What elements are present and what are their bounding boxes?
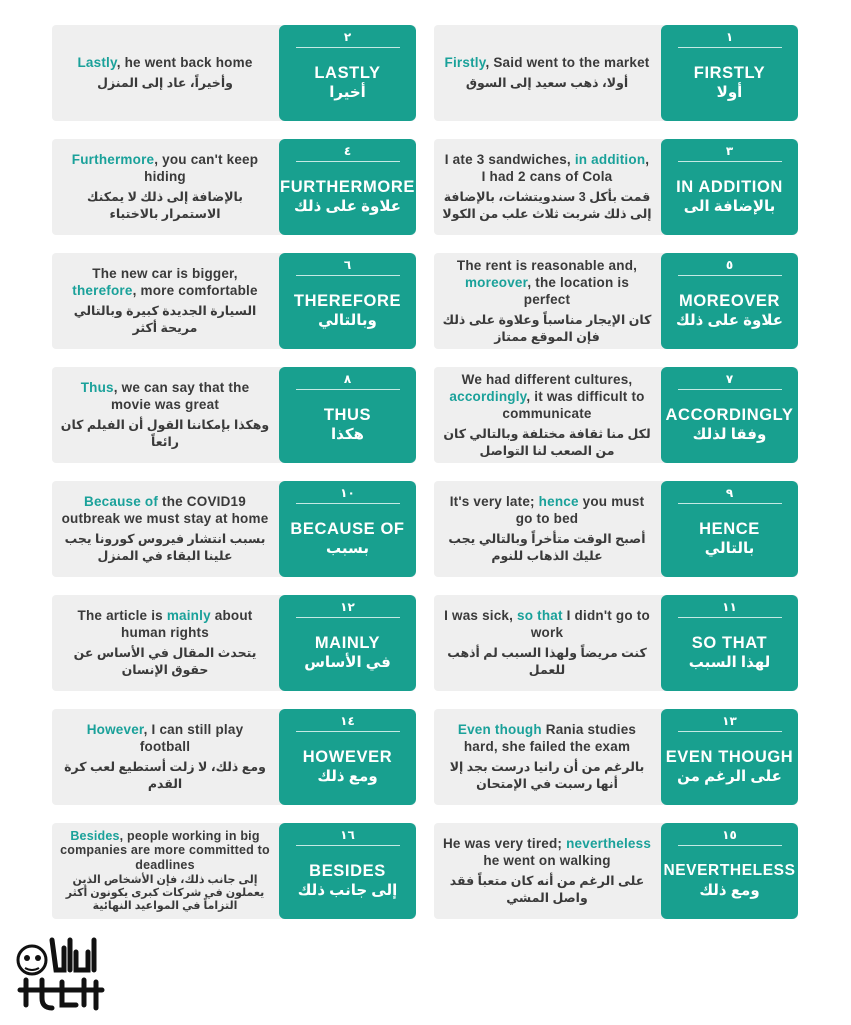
- term-english: THEREFORE: [293, 292, 402, 310]
- term-english: LASTLY: [314, 64, 381, 82]
- example-text: The article is: [77, 608, 167, 623]
- example-arabic: وهكذا بإمكاننا القول أن الفيلم كان رائعاً: [60, 418, 270, 449]
- term-tile: [279, 823, 416, 919]
- term-number: ١: [725, 30, 734, 44]
- highlighted-term: so that: [517, 608, 563, 623]
- term-number: ٣: [725, 144, 734, 158]
- term-english: HOWEVER: [302, 748, 393, 766]
- term-english: HENCE: [699, 520, 760, 538]
- example-text: , Said went to the market: [485, 55, 650, 70]
- example-arabic: أولا، ذهب سعيد إلى السوق: [465, 76, 629, 90]
- example-block: [54, 823, 276, 919]
- term-arabic: في الأساس: [304, 654, 391, 671]
- term-tile: [279, 481, 416, 577]
- example-arabic: بالإضافة إلى ذلك لا يمكنك الاستمرار بالاختباء: [87, 190, 243, 221]
- term-english: BECAUSE OF: [290, 520, 405, 538]
- highlighted-term: Firstly: [444, 55, 486, 70]
- highlighted-term: therefore: [72, 283, 133, 298]
- term-number: ١٤: [340, 714, 355, 728]
- term-number: ٢: [343, 30, 352, 44]
- term-english: MAINLY: [314, 634, 381, 652]
- term-number: ٥: [725, 258, 734, 272]
- highlighted-term: Even though: [457, 722, 542, 737]
- term-arabic: بالتالي: [704, 540, 755, 557]
- term-number: ١٥: [722, 828, 737, 842]
- example-arabic: قمت بأكل 3 سندويتشات، بالإضافة إلى ذلك شربت ثلاث علب من الكولا: [442, 190, 652, 221]
- divider: [296, 503, 400, 504]
- example-english: [442, 607, 652, 641]
- example-block: [436, 481, 658, 577]
- term-number: ١٦: [340, 828, 355, 842]
- example-block: [54, 25, 276, 121]
- example-english: [60, 493, 270, 527]
- example-block: [54, 139, 276, 235]
- term-number: ١٠: [340, 486, 355, 500]
- example-block: [54, 481, 276, 577]
- term-arabic: على الرغم من: [677, 768, 782, 785]
- term-tile: [661, 595, 798, 691]
- highlighted-term: accordingly: [449, 388, 527, 404]
- term-arabic: هكذا: [331, 426, 364, 443]
- term-card: [52, 709, 416, 805]
- example-text: He was very tired;: [442, 836, 567, 851]
- term-tile: [661, 823, 798, 919]
- example-block: [436, 367, 658, 463]
- term-tile: [661, 367, 798, 463]
- term-arabic: وبالتالي: [318, 312, 377, 329]
- term-english: SO THAT: [691, 634, 768, 652]
- term-tile: [279, 595, 416, 691]
- term-arabic: علاوة على ذلك: [676, 312, 783, 329]
- example-block: [54, 253, 276, 349]
- example-block: [54, 595, 276, 691]
- term-number: ١٢: [340, 600, 355, 614]
- term-english: NEVERTHELESS: [663, 862, 796, 879]
- term-tile: [661, 25, 798, 121]
- example-english: [442, 151, 652, 185]
- example-block: [436, 139, 658, 235]
- term-english: ACCORDINGLY: [665, 406, 794, 424]
- term-arabic: بالإضافة الى: [683, 198, 776, 215]
- divider: [296, 845, 400, 846]
- term-card: [434, 823, 798, 919]
- term-number: ٩: [725, 486, 734, 500]
- example-text: the COVID19 outbreak we must stay at home: [61, 494, 269, 526]
- example-text: I didn't go to work: [530, 608, 650, 640]
- term-arabic: لهذا السبب: [688, 654, 771, 671]
- example-arabic: إلى جانب ذلك، فإن الأشخاص الذين يعملون في شركات كبرى يكونون أكثر التزاماً في المواعيد النهائية: [65, 874, 265, 913]
- term-number: ٦: [343, 258, 352, 272]
- term-number: ١١: [722, 600, 737, 614]
- highlighted-term: hence: [538, 494, 579, 509]
- example-arabic: بسبب انتشار فيروس كورونا يجب علينا البقاء في المنزل: [64, 532, 266, 563]
- example-text: I was sick,: [444, 608, 518, 623]
- highlighted-term: moreover: [464, 274, 528, 290]
- example-text: Rania studies hard, she failed the exam: [463, 722, 637, 754]
- example-english: [442, 721, 652, 755]
- example-english: [442, 257, 652, 308]
- term-english: EVEN THOUGH: [665, 748, 794, 766]
- term-card: [52, 253, 416, 349]
- divider: [678, 731, 782, 732]
- divider: [678, 389, 782, 390]
- term-english: FIRSTLY: [693, 64, 766, 82]
- divider: [296, 389, 400, 390]
- example-english: [60, 607, 270, 641]
- example-text: about human rights: [121, 608, 253, 640]
- example-english: [442, 493, 652, 527]
- highlighted-term: Furthermore: [71, 152, 155, 167]
- term-card: [52, 595, 416, 691]
- example-block: [436, 709, 658, 805]
- highlighted-term: Thus: [80, 380, 114, 395]
- term-tile: [279, 25, 416, 121]
- example-arabic: على الرغم من أنه كان متعباً فقد واصل المشي: [449, 874, 645, 905]
- example-block: [54, 709, 276, 805]
- example-block: [436, 253, 658, 349]
- example-text: I ate 3 sandwiches,: [444, 152, 575, 167]
- term-arabic: أولا: [716, 84, 743, 101]
- term-number: ٨: [343, 372, 352, 386]
- term-card: [52, 139, 416, 235]
- highlighted-term: nevertheless: [566, 836, 652, 851]
- term-tile: [661, 253, 798, 349]
- term-english: THUS: [323, 406, 372, 424]
- divider: [296, 731, 400, 732]
- term-arabic: ومع ذلك: [699, 882, 760, 899]
- example-block: [436, 823, 658, 919]
- term-english: MOREOVER: [678, 292, 781, 310]
- divider: [296, 617, 400, 618]
- example-text: It's very late;: [449, 494, 539, 509]
- example-block: [436, 25, 658, 121]
- term-english: IN ADDITION: [676, 178, 783, 196]
- term-card: [52, 25, 416, 121]
- example-english: [60, 265, 270, 299]
- term-card: [434, 253, 798, 349]
- term-english: FURTHERMORE: [280, 178, 415, 196]
- term-card: [52, 481, 416, 577]
- logo: [12, 930, 112, 1020]
- divider: [296, 161, 400, 162]
- example-arabic: ومع ذلك، لا زلت أستطيع لعب كرة القدم: [64, 760, 266, 791]
- example-text: he went on walking: [483, 853, 611, 868]
- example-text: , more comfortable: [132, 283, 258, 298]
- term-tile: [661, 709, 798, 805]
- example-text: , it was difficult to communicate: [502, 388, 645, 421]
- highlighted-term: Besides: [70, 828, 120, 843]
- example-text: , I can still play football: [139, 722, 244, 754]
- example-arabic: يتحدث المقال في الأساس عن حقوق الإنسان: [73, 646, 257, 677]
- example-text: , the location is perfect: [523, 274, 630, 307]
- example-arabic: كنت مريضاً ولهذا السبب لم أذهب للعمل: [447, 646, 647, 677]
- example-text: We had different cultures,: [461, 371, 633, 387]
- example-english: [77, 54, 252, 71]
- example-block: [436, 595, 658, 691]
- highlighted-term: in addition: [574, 152, 646, 167]
- example-text: The rent is reasonable and,: [456, 257, 638, 273]
- term-tile: [279, 367, 416, 463]
- term-tile: [661, 481, 798, 577]
- term-card: [434, 595, 798, 691]
- term-tile: [279, 139, 416, 235]
- term-number: ٧: [725, 372, 734, 386]
- divider: [678, 845, 782, 846]
- example-arabic: وأخيراً، عاد إلى المنزل: [97, 76, 233, 90]
- example-english: [442, 835, 652, 869]
- term-arabic: وفقا لذلك: [692, 426, 767, 443]
- example-arabic: بالرغم من أن رانيا درست بجد إلا أنها رسبت في الإمتحان: [449, 760, 645, 791]
- divider: [678, 617, 782, 618]
- example-text: , people working in big companies are more committed to deadlines: [60, 828, 270, 872]
- term-tile: [279, 253, 416, 349]
- term-card: [52, 823, 416, 919]
- term-card: [434, 139, 798, 235]
- example-text: you must go to bed: [515, 494, 645, 526]
- term-english: BESIDES: [309, 862, 386, 880]
- term-card: [52, 367, 416, 463]
- term-number: ١٣: [722, 714, 737, 728]
- term-arabic: إلى جانب ذلك: [297, 882, 398, 899]
- example-text: The new car is bigger,: [92, 266, 238, 281]
- highlighted-term: mainly: [166, 608, 211, 623]
- divider: [678, 47, 782, 48]
- example-english: [60, 379, 270, 413]
- term-card: [434, 25, 798, 121]
- term-tile: [661, 139, 798, 235]
- example-text: , I had 2 cans of Cola: [481, 152, 650, 184]
- highlighted-term: Because of: [84, 494, 159, 509]
- term-arabic: أخيرا: [329, 84, 366, 101]
- divider: [296, 275, 400, 276]
- highlighted-term: However: [86, 722, 144, 737]
- example-english: [445, 54, 650, 71]
- term-arabic: بسبب: [326, 540, 369, 557]
- example-arabic: السيارة الجديدة كبيرة وبالتالي مريحة أكثر: [73, 304, 257, 335]
- divider: [678, 275, 782, 276]
- divider: [678, 161, 782, 162]
- divider: [678, 503, 782, 504]
- term-number: ٤: [343, 144, 352, 158]
- example-text: , you can't keep hiding: [144, 152, 259, 184]
- term-card: [434, 367, 798, 463]
- term-arabic: علاوة على ذلك: [294, 198, 401, 215]
- term-card: [434, 481, 798, 577]
- example-english: [60, 829, 270, 873]
- example-english: [442, 371, 652, 422]
- term-tile: [279, 709, 416, 805]
- example-arabic: أصبح الوقت متأخراً وبالتالي يجب عليك الذهاب للنوم: [448, 532, 646, 563]
- example-text: , he went back home: [116, 55, 253, 70]
- example-english: [60, 721, 270, 755]
- highlighted-term: Lastly: [77, 55, 117, 70]
- logo-icon: [12, 930, 112, 1020]
- example-text: , we can say that the movie was great: [110, 380, 250, 412]
- term-arabic: ومع ذلك: [317, 768, 378, 785]
- example-block: [54, 367, 276, 463]
- term-card: [434, 709, 798, 805]
- example-arabic: لكل منا ثقافة مختلفة وبالتالي كان من الصعب لنا التواصل: [443, 426, 651, 458]
- example-arabic: كان الإيجار مناسباً وعلاوة على ذلك فإن الموقع ممتاز: [442, 312, 652, 344]
- example-english: [60, 151, 270, 185]
- divider: [296, 47, 400, 48]
